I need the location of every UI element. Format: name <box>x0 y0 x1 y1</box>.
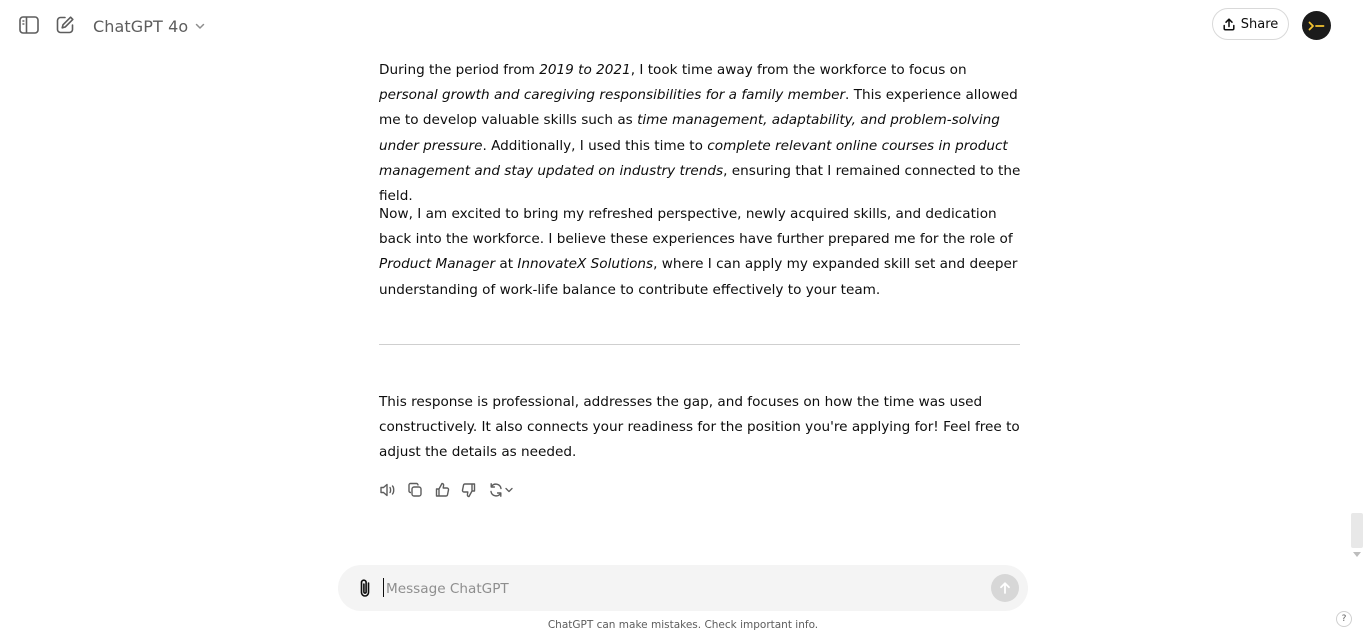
copy-icon <box>407 482 423 498</box>
emphasis-text: Product Manager <box>379 256 496 273</box>
thumbs-down-button[interactable] <box>460 481 478 499</box>
text-cursor <box>383 578 384 597</box>
copy-button[interactable] <box>406 481 424 499</box>
regenerate-button[interactable] <box>487 481 515 499</box>
refresh-icon <box>488 482 504 498</box>
sidebar-icon <box>19 16 39 34</box>
thumbs-down-icon <box>461 482 477 498</box>
thumbs-up-button[interactable] <box>433 481 451 499</box>
message-actions <box>379 481 515 499</box>
message-composer <box>338 565 1028 611</box>
read-aloud-button[interactable] <box>379 481 397 499</box>
compose-icon <box>55 15 75 35</box>
help-button[interactable]: ? <box>1336 611 1352 627</box>
model-selector[interactable] <box>93 14 206 38</box>
paperclip-icon <box>358 578 372 598</box>
emphasis-text: complete relevant online courses in product management and stay updated on industry trends <box>379 137 1008 179</box>
disclaimer-text: ChatGPT can make mistakes. Check important info. <box>547 619 819 631</box>
text-run: . Additionally, I used this time to <box>482 137 708 154</box>
arrow-up-icon <box>998 581 1012 595</box>
scrollbar-thumb[interactable] <box>1351 513 1363 548</box>
text-run: at <box>495 256 518 273</box>
emphasis-text: InnovateX Solutions <box>517 256 654 273</box>
thumbs-up-icon <box>434 482 450 498</box>
text-run: During the period from <box>379 62 540 78</box>
send-button[interactable] <box>991 574 1019 602</box>
chevron-down-icon <box>194 20 206 32</box>
text-run: , ensuring that I remained connected to the field. <box>379 162 1021 205</box>
sidebar-toggle-button[interactable] <box>15 11 43 39</box>
text-run: , where I can apply my expanded skill set and deeper understanding of work-life balance to contribute effectively to your team. <box>379 256 1018 298</box>
text-run: Now, I am excited to bring my refreshed perspective, newly acquired skills, and dedication back into the workforce. I believe these experiences have further prepared me for the role of <box>379 206 1013 248</box>
share-icon <box>1223 18 1235 31</box>
share-label: Share <box>1240 16 1279 32</box>
message-paragraph-3: This response is professional, addresses the gap, and focuses on how the time was used constructively. It also connects your readiness for the position you're applying for! Feel free to adjust the details as needed. <box>379 394 1020 461</box>
message-paragraph-2 <box>379 202 1021 303</box>
text-run: . This experience allowed me to develop valuable skills such as <box>379 87 1018 129</box>
text-run: , I took time away from the workforce to focus on <box>630 62 967 78</box>
scroll-down-arrow-icon[interactable] <box>1353 552 1361 557</box>
avatar[interactable] <box>1302 11 1331 40</box>
emphasis-text: 2019 to 2021 <box>539 62 631 78</box>
emphasis-text: personal growth and caregiving responsibilities for a family member <box>379 87 846 104</box>
new-chat-button[interactable] <box>51 11 79 39</box>
avatar-glyph <box>1308 21 1326 31</box>
emphasis-text: time management, adaptability, and problem-solving under pressure <box>379 112 1000 154</box>
top-bar <box>0 0 1366 52</box>
chevron-down-icon <box>504 485 514 495</box>
message-input[interactable] <box>384 577 978 601</box>
message-paragraph-1 <box>379 58 1021 209</box>
speaker-icon <box>379 482 397 498</box>
divider <box>379 344 1020 345</box>
model-name: ChatGPT 4o <box>93 16 189 36</box>
share-button[interactable] <box>1212 8 1289 40</box>
attach-button[interactable] <box>353 576 377 600</box>
